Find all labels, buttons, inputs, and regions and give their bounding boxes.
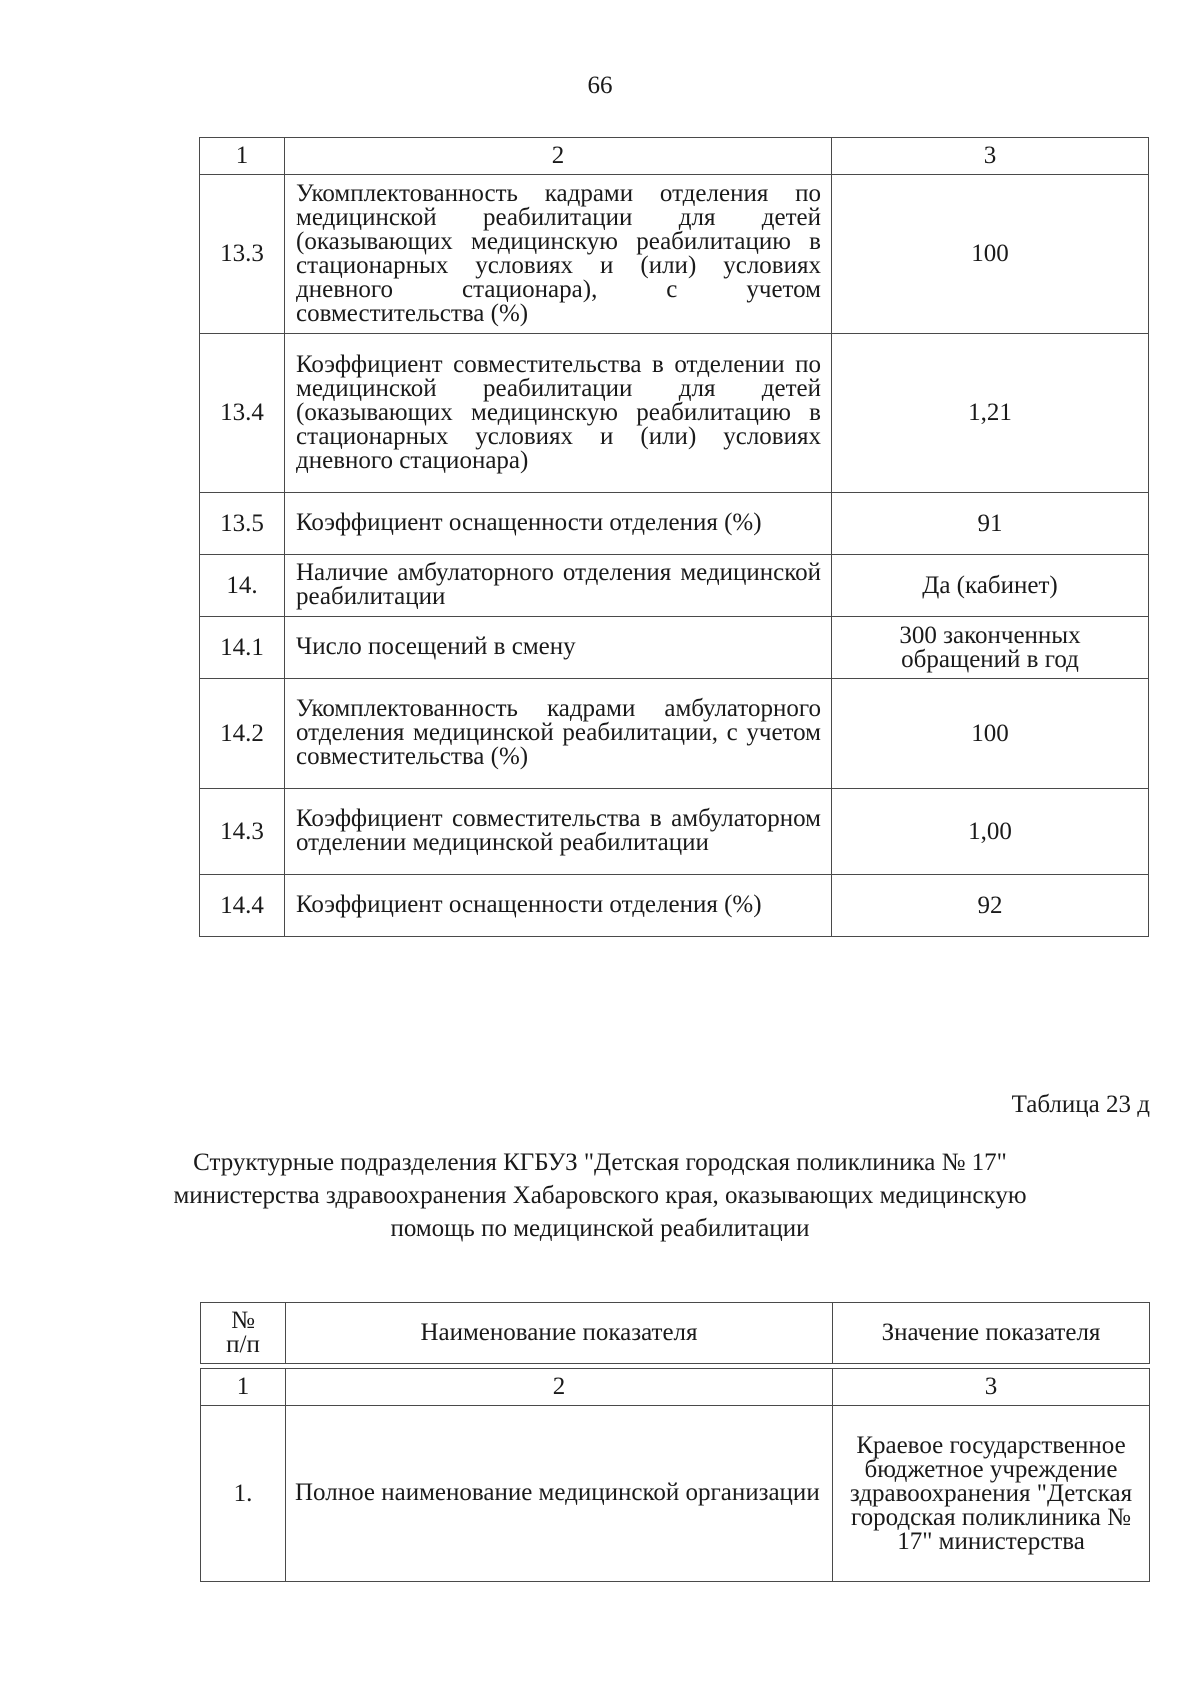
indicator-name: Полное наименование медицинской организации — [286, 1406, 833, 1582]
table-row — [200, 679, 1149, 789]
indicator-name: Коэффициент оснащенности отделения (%) — [285, 875, 832, 937]
index-cell: 1 — [200, 138, 285, 175]
table-row — [200, 789, 1149, 875]
row-number: 14. — [200, 555, 285, 617]
indicators-table-continued — [199, 137, 1149, 937]
table-row — [200, 175, 1149, 334]
index-cell: 1 — [201, 1369, 286, 1406]
indicator-name: Укомплектованность кадрами амбулаторного отделения медицинской реабилитации, с учетом совместительства (%) — [285, 679, 832, 789]
column-header-name: Наименование показателя — [286, 1303, 833, 1364]
indicator-name: Укомплектованность кадрами отделения по медицинской реабилитации для детей (оказывающих медицинскую реабилитацию в стационарных условиях и (или) условиях дневного стационара), с учетом совместительства (%) — [285, 175, 832, 334]
row-number: 13.3 — [200, 175, 285, 334]
indicator-value: Да (кабинет) — [832, 555, 1149, 617]
table-row — [200, 617, 1149, 679]
table-row — [200, 493, 1149, 555]
indicator-name: Коэффициент совместительства в отделении по медицинской реабилитации для детей (оказывающих медицинскую реабилитацию в стационарных условиях и (или) условиях дневного стационара) — [285, 334, 832, 493]
indicator-value: 1,00 — [832, 789, 1149, 875]
row-number: 14.1 — [200, 617, 285, 679]
indicator-name: Наличие амбулаторного отделения медицинской реабилитации — [285, 555, 832, 617]
indicator-value: 100 — [832, 175, 1149, 334]
indicator-value: 300 законченных обращений в год — [832, 617, 1149, 679]
indicator-name: Коэффициент оснащенности отделения (%) — [285, 493, 832, 555]
index-cell: 2 — [285, 138, 832, 175]
indicator-name: Число посещений в смену — [285, 617, 832, 679]
indicator-value: 1,21 — [832, 334, 1149, 493]
indicator-value: 91 — [832, 493, 1149, 555]
table-row — [200, 555, 1149, 617]
indicator-value: Краевое государственное бюджетное учреждение здравоохранения "Детская городская поликлиника № 17" министерства — [833, 1406, 1150, 1582]
index-cell: 2 — [286, 1369, 833, 1406]
row-number: 14.3 — [200, 789, 285, 875]
structural-units-table — [200, 1302, 1150, 1582]
table-row — [200, 875, 1149, 937]
indicator-value: 100 — [832, 679, 1149, 789]
row-number: 14.4 — [200, 875, 285, 937]
row-number: 13.5 — [200, 493, 285, 555]
table-caption: Структурные подразделения КГБУЗ "Детская городская поликлиника № 17" министерства здравоохранения Хабаровского края, оказывающих медицинскую помощь по медицинской реабилитации — [173, 1149, 1027, 1242]
table-row — [200, 334, 1149, 493]
column-header-value: Значение показателя — [833, 1303, 1150, 1364]
indicator-name: Коэффициент совместительства в амбулаторном отделении медицинской реабилитации — [285, 789, 832, 875]
index-cell: 3 — [833, 1369, 1150, 1406]
table-index-row — [201, 1369, 1150, 1406]
table-index-row — [200, 138, 1149, 175]
page-number: 66 — [587, 72, 613, 99]
table-row — [201, 1406, 1150, 1582]
row-number: 1. — [201, 1406, 286, 1582]
row-number: 14.2 — [200, 679, 285, 789]
row-number: 13.4 — [200, 334, 285, 493]
column-header-number: № п/п — [201, 1303, 286, 1364]
table-label: Таблица 23 д — [1011, 1091, 1150, 1118]
index-cell: 3 — [832, 138, 1149, 175]
table-header-row — [201, 1303, 1150, 1364]
indicator-value: 92 — [832, 875, 1149, 937]
